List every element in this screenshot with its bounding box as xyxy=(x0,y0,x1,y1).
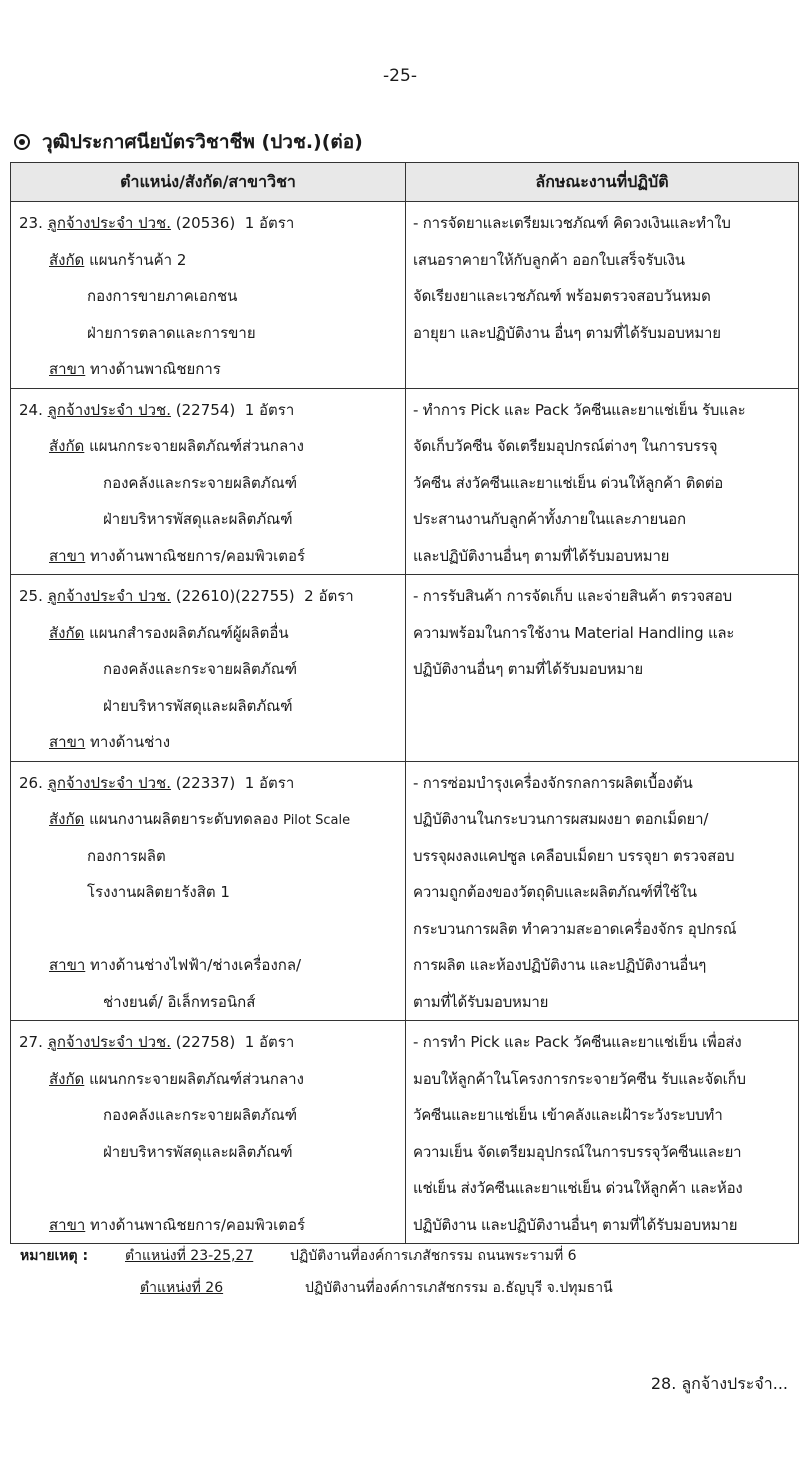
unit-name: แผนกกระจายผลิตภัณฑ์ส่วนกลาง xyxy=(89,1069,304,1088)
position-number: 24. xyxy=(19,400,43,419)
major-label: สาขา xyxy=(49,1215,86,1234)
major-name: ทางด้านช่าง xyxy=(90,733,171,751)
department-name: โรงงานผลิตยารังสิต 1 xyxy=(87,883,230,901)
major-name: ทางด้านพาณิชยการ/คอมพิวเตอร์ xyxy=(90,546,306,565)
division-name: กองคลังและกระจายผลิตภัณฑ์ xyxy=(103,1106,298,1124)
duty-line: - ทำการ Pick และ Pack วัคซีนและยาแช่เย็น รับและ xyxy=(413,400,746,419)
department-name: ฝ่ายบริหารพัสดุและผลิตภัณฑ์ xyxy=(103,510,293,528)
major-name: ทางด้านพาณิชยการ xyxy=(90,360,221,378)
radio-bullet-icon xyxy=(14,134,30,150)
affiliation-label: สังกัด xyxy=(49,623,85,642)
position-number: 23. xyxy=(19,214,43,232)
duty-line: ปฏิบัติงาน และปฏิบัติงานอื่นๆ ตามที่ได้รับมอบหมาย xyxy=(413,1215,738,1234)
major-label: สาขา xyxy=(49,546,86,565)
employee-type: ลูกจ้างประจำ ปวช. xyxy=(47,1033,171,1051)
note-location: ปฏิบัติงานที่องค์การเภสัชกรรม อ.ธัญบุรี จ.ปทุมธานี xyxy=(305,1280,613,1296)
duty-line: ความพร้อมในการใช้งาน Material Handling และ xyxy=(413,623,735,642)
header-position: ตำแหน่ง/สังกัด/สาขาวิชา xyxy=(11,163,406,202)
duties-cell xyxy=(406,388,799,575)
position-number: 26. xyxy=(19,773,43,792)
notes-label: หมายเหตุ : xyxy=(20,1248,89,1264)
major-label: สาขา xyxy=(49,733,86,751)
unit-suffix: Pilot Scale xyxy=(283,813,351,828)
note-positions: ตำแหน่งที่ 23-25,27 xyxy=(125,1248,254,1264)
employee-type: ลูกจ้างประจำ ปวช. xyxy=(47,773,171,792)
major-name-cont: ช่างยนต์/ อิเล็กทรอนิกส์ xyxy=(103,992,256,1011)
note-row xyxy=(20,1272,613,1304)
unit-name: แผนกร้านค้า 2 xyxy=(89,250,187,269)
note-row xyxy=(20,1240,613,1272)
duty-line: - การทำ Pick และ Pack วัคซีนและยาแช่เย็น เพื่อส่ง xyxy=(413,1033,742,1051)
position-cell xyxy=(11,1021,406,1244)
position-count: 1 อัตรา xyxy=(244,773,295,792)
duty-line: กระบวนการผลิต ทำความสะอาดเครื่องจักร อุปกรณ์ xyxy=(413,919,737,938)
duty-line: ปฏิบัติงานในกระบวนการผสมผงยา ตอกเม็ดยา/ xyxy=(413,810,709,828)
duty-line: วัคซีนและยาแช่เย็น เข้าคลังและเฝ้าระวังระบบทำ xyxy=(413,1106,723,1124)
table-row xyxy=(11,575,799,762)
duty-line: ประสานงานกับลูกค้าทั้งภายในและภายนอก xyxy=(413,510,686,528)
duty-line: อายุยา และปฏิบัติงาน อื่นๆ ตามที่ได้รับมอบหมาย xyxy=(413,323,721,342)
position-code: (22758) xyxy=(175,1033,236,1051)
table-row xyxy=(11,202,799,389)
department-name: ฝ่ายการตลาดและการขาย xyxy=(87,323,256,342)
position-code: (22754) xyxy=(175,400,236,419)
duties-cell xyxy=(406,202,799,389)
duties-cell xyxy=(406,761,799,1021)
position-code: (22610)(22755) xyxy=(175,587,295,605)
affiliation-label: สังกัด xyxy=(49,810,85,828)
duty-line: จัดเก็บวัคซีน จัดเตรียมอุปกรณ์ต่างๆ ในการบรรจุ xyxy=(413,437,718,455)
duties-cell xyxy=(406,1021,799,1244)
duty-line: และปฏิบัติงานอื่นๆ ตามที่ได้รับมอบหมาย xyxy=(413,546,670,565)
position-count: 1 อัตรา xyxy=(244,214,295,232)
division-name: กองการผลิต xyxy=(87,846,166,865)
duty-line: แช่เย็น ส่งวัคซีนและยาแช่เย็น ด่วนให้ลูกค้า และห้อง xyxy=(413,1179,743,1197)
position-code: (22337) xyxy=(175,773,236,792)
table-row xyxy=(11,761,799,1021)
position-count: 2 อัตรา xyxy=(304,587,354,605)
major-label: สาขา xyxy=(49,956,86,974)
duties-cell xyxy=(406,575,799,762)
section-heading xyxy=(14,127,363,157)
position-cell xyxy=(11,575,406,762)
unit-name: แผนกงานผลิตยาระดับทดลอง xyxy=(89,810,279,828)
unit-name: แผนกสำรองผลิตภัณฑ์ผู้ผลิตอื่น xyxy=(89,623,289,642)
unit-name: แผนกกระจายผลิตภัณฑ์ส่วนกลาง xyxy=(89,437,304,455)
position-count: 1 อัตรา xyxy=(244,400,295,419)
table-header-row xyxy=(11,163,799,202)
affiliation-label: สังกัด xyxy=(49,437,85,455)
positions-table xyxy=(10,162,799,1244)
notes xyxy=(20,1240,613,1304)
department-name: ฝ่ายบริหารพัสดุและผลิตภัณฑ์ xyxy=(103,1142,293,1161)
duty-line: - การซ่อมบำรุงเครื่องจักรกลการผลิตเบื้องต้น xyxy=(413,773,693,792)
duty-line: ความเย็น จัดเตรียมอุปกรณ์ในการบรรจุวัคซีนและยา xyxy=(413,1142,742,1161)
duty-line: ความถูกต้องของวัตถุดิบและผลิตภัณฑ์ที่ใช้ใน xyxy=(413,883,697,901)
page-number: -25- xyxy=(383,66,417,86)
department-name: ฝ่ายบริหารพัสดุและผลิตภัณฑ์ xyxy=(103,696,293,715)
table-row xyxy=(11,1021,799,1244)
division-name: กองคลังและกระจายผลิตภัณฑ์ xyxy=(103,660,298,678)
table-row xyxy=(11,388,799,575)
duty-line: บรรจุผงลงแคปซูล เคลือบเม็ดยา บรรจุยา ตรวจสอบ xyxy=(413,846,735,865)
header-duties: ลักษณะงานที่ปฏิบัติ xyxy=(406,163,799,202)
duty-line: - การรับสินค้า การจัดเก็บ และจ่ายสินค้า ตรวจสอบ xyxy=(413,587,732,605)
section-heading-text: วุฒิประกาศนียบัตรวิชาชีพ (ปวช.)(ต่อ) xyxy=(42,131,363,153)
major-label: สาขา xyxy=(49,360,86,378)
employee-type: ลูกจ้างประจำ ปวช. xyxy=(47,587,171,605)
duty-line: มอบให้ลูกค้าในโครงการกระจายวัคซีน รับและจัดเก็บ xyxy=(413,1069,746,1088)
affiliation-label: สังกัด xyxy=(49,1069,85,1088)
major-name: ทางด้านพาณิชยการ/คอมพิวเตอร์ xyxy=(90,1215,306,1234)
employee-type: ลูกจ้างประจำ ปวช. xyxy=(47,400,171,419)
duty-line: เสนอราคายาให้กับลูกค้า ออกใบเสร็จรับเงิน xyxy=(413,250,685,269)
employee-type: ลูกจ้างประจำ ปวช. xyxy=(47,214,171,232)
division-name: กองคลังและกระจายผลิตภัณฑ์ xyxy=(103,473,298,492)
position-number: 25. xyxy=(19,587,43,605)
note-location: ปฏิบัติงานที่องค์การเภสัชกรรม ถนนพระรามที่ 6 xyxy=(290,1248,577,1264)
duty-line: - การจัดยาและเตรียมเวชภัณฑ์ คิดวงเงินและทำใบ xyxy=(413,214,731,232)
position-number: 27. xyxy=(19,1033,43,1051)
position-code: (20536) xyxy=(175,214,236,232)
duty-line: จัดเรียงยาและเวชภัณฑ์ พร้อมตรวจสอบวันหมด xyxy=(413,287,711,305)
affiliation-label: สังกัด xyxy=(49,250,85,269)
position-cell xyxy=(11,202,406,389)
duty-line: ตามที่ได้รับมอบหมาย xyxy=(413,992,549,1011)
continuation-text: 28. ลูกจ้างประจำ... xyxy=(650,1374,788,1393)
major-name: ทางด้านช่างไฟฟ้า/ช่างเครื่องกล/ xyxy=(90,956,302,974)
duty-line: วัคซีน ส่งวัคซีนและยาแช่เย็น ด่วนให้ลูกค้า ติดต่อ xyxy=(413,473,724,492)
duty-line: การผลิต และห้องปฏิบัติงาน และปฏิบัติงานอื่นๆ xyxy=(413,956,707,974)
duty-line: ปฏิบัติงานอื่นๆ ตามที่ได้รับมอบหมาย xyxy=(413,660,643,678)
position-count: 1 อัตรา xyxy=(244,1033,295,1051)
division-name: กองการขายภาคเอกชน xyxy=(87,287,238,305)
note-positions: ตำแหน่งที่ 26 xyxy=(140,1280,224,1296)
position-cell xyxy=(11,388,406,575)
position-cell xyxy=(11,761,406,1021)
